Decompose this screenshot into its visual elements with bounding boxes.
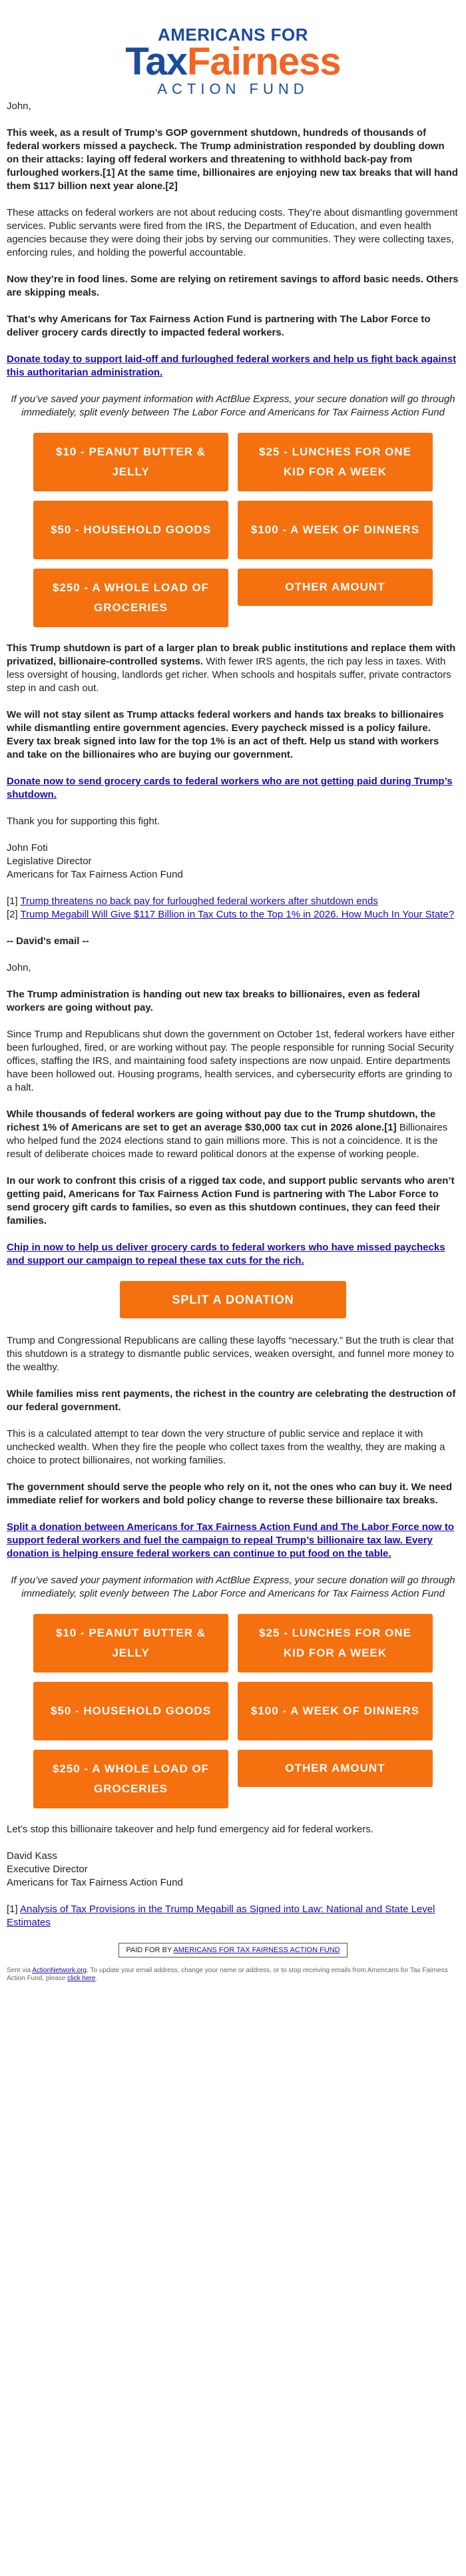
donate-10-button[interactable]: $10 - PEANUT BUTTER & JELLY	[33, 1614, 228, 1673]
paragraph: Trump and Congressional Republicans are calling these layoffs “necessary.” But the truth is clear that this shutdown is a strategy to dismantle public services, weaken oversight, and funnel more money to the wealthy.	[7, 1335, 455, 1373]
greeting: John,	[7, 962, 31, 973]
email-body	[0, 100, 466, 1957]
logo-main-text	[120, 40, 346, 83]
donate-other-button[interactable]: OTHER AMOUNT	[238, 569, 433, 606]
signer-org: Americans for Tax Fairness Action Fund	[7, 869, 183, 880]
paragraph-bold: While thousands of federal workers are going without pay due to the Trump shutdown, the richest 1% of Americans are set to get an average $30,000 tax cut in 2026 alone.[1]	[7, 1109, 436, 1133]
paid-for-disclaimer	[118, 1943, 347, 1957]
atf-logo	[120, 27, 346, 97]
paragraph	[7, 1108, 459, 1161]
action-network-link[interactable]: ActionNetwork.org	[32, 1967, 87, 1974]
paragraph: We will not stay silent as Trump attacks federal workers and hands tax breaks to billionaires while dismantling entire government agencies. Every paycheck missed is a policy failure. Every tax break signed into law for the top 1% is an act of theft. Help us stand with workers and take on the billionaires who are buying our government.	[7, 709, 444, 760]
donate-link[interactable]: Chip in now to help us deliver grocery cards to federal workers who have missed paychecks and support our campaign to repeal these tax cuts for the rich.	[7, 1242, 445, 1266]
paid-for-box	[7, 1943, 459, 1957]
donate-link[interactable]: Donate now to send grocery cards to federal workers who are not getting paid during Trump’s shutdown.	[7, 776, 453, 800]
paragraph: Since Trump and Republicans shut down the government on October 1st, federal workers have either been furloughed, fired, or are working without pay. The people responsible for running Social Security offices, staffing the IRS, and maintaining food safety inspections are now unpaid. Entire departments have been hollowed out. Housing programs, health services, and cybersecurity efforts are grinding to a halt.	[7, 1029, 455, 1093]
donate-100-button[interactable]: $100 - A WEEK OF DINNERS	[238, 501, 433, 559]
split-button-wrap	[7, 1281, 459, 1318]
paragraph: Now they’re in food lines. Some are relying on retirement savings to afford basic needs. Others are skipping meals.	[7, 274, 459, 298]
donate-link[interactable]: Split a donation between Americans for Tax Fairness Action Fund and The Labor Force now to support federal workers and fuel the campaign to repeal Trump’s billionaire tax law. Every donation is helping ensure federal workers can continue to put food on the table.	[7, 1521, 455, 1559]
signer-title: Legislative Director	[7, 856, 92, 867]
footnote-link[interactable]: Trump threatens no back pay for furloughed federal workers after shutdown ends	[20, 896, 378, 907]
logo-tax: Tax	[125, 40, 188, 83]
donation-buttons	[33, 1614, 433, 1808]
donate-25-button[interactable]: $25 - LUNCHES FOR ONE KID FOR A WEEK	[238, 1614, 433, 1673]
footnotes	[7, 895, 459, 921]
donate-25-button[interactable]: $25 - LUNCHES FOR ONE KID FOR A WEEK	[238, 433, 433, 491]
paragraph: The government should serve the people who rely on it, not the ones who can buy it. We need immediate relief for workers and bold policy change to reverse these billionaire tax breaks.	[7, 1481, 452, 1506]
logo-top-text: AMERICANS FOR	[157, 25, 309, 45]
signature	[7, 842, 459, 882]
paragraph	[7, 642, 459, 695]
paragraph: While families miss rent payments, the richest in the country are celebrating the destruction of our federal government.	[7, 1388, 456, 1413]
donate-250-button[interactable]: $250 - A WHOLE LOAD OF GROCERIES	[33, 1750, 228, 1808]
donate-10-button[interactable]: $10 - PEANUT BUTTER & JELLY	[33, 433, 228, 491]
signer-title: Executive Director	[7, 1864, 88, 1875]
paragraph: Thank you for supporting this fight.	[7, 816, 160, 827]
paragraph-bold: This Trump shutdown is part of a larger plan to break public institutions and replace them with privatized, billionaire-controlled systems.	[7, 643, 456, 667]
paragraph: This is a calculated attempt to tear down the very structure of public service and replace it with unchecked wealth. When they fire the people who collect taxes from the wealthy, they are making a choice to protect billionaires, not working families.	[7, 1428, 445, 1466]
footer-text: . To update your email address, change your name or address, or to stop receiving emails from Americans for Tax Fairness Action Fund, please	[7, 1967, 448, 1982]
paragraph: Let’s stop this billionaire takeover and help fund emergency aid for federal workers.	[7, 1824, 373, 1835]
donate-250-button[interactable]: $250 - A WHOLE LOAD OF GROCERIES	[33, 569, 228, 627]
unsubscribe-link[interactable]: click here	[67, 1975, 96, 1982]
signer-name: David Kass	[7, 1850, 57, 1862]
greeting: John,	[7, 101, 31, 112]
actblue-note: If you’ve saved your payment information with ActBlue Express, your secure donation will go through immediately, split evenly between The Labor Force and Americans for Tax Fairness Action Fund	[11, 1575, 455, 1599]
donation-buttons	[33, 433, 433, 627]
logo-sub-text: ACTION FUND	[157, 81, 309, 97]
logo-fairness: Fairness	[187, 40, 341, 83]
footer-text: .	[95, 1975, 98, 1982]
footnote-link[interactable]: Trump Megabill Will Give $117 Billion in Tax Cuts to the Top 1% in 2026. How Much In Your State?	[20, 909, 455, 920]
footnote-number: [1]	[7, 896, 21, 907]
paragraph: The Trump administration is handing out new tax breaks to billionaires, even as federal workers are going without pay.	[7, 989, 420, 1013]
paragraph-rest: Billionaires who helped fund the 2024 elections stand to gain millions more. This is not a coincidence. It is the result of deliberate choices made to reward political donors at the expense of working people.	[7, 1122, 448, 1160]
forward-divider: -- David's email --	[7, 935, 89, 947]
split-donation-button[interactable]: SPLIT A DONATION	[120, 1281, 346, 1318]
paid-for-link[interactable]: AMERICANS FOR TAX FAIRNESS ACTION FUND	[173, 1946, 340, 1954]
donate-100-button[interactable]: $100 - A WEEK OF DINNERS	[238, 1682, 433, 1740]
actblue-note: If you’ve saved your payment information with ActBlue Express, your secure donation will go through immediately, split evenly between The Labor Force and Americans for Tax Fairness Action Fund	[11, 393, 455, 418]
header	[0, 0, 466, 100]
footnote-number: [1]	[7, 1904, 21, 1915]
paragraph: That’s why Americans for Tax Fairness Action Fund is partnering with The Labor Force to deliver grocery cards directly to impacted federal workers.	[7, 314, 431, 338]
paragraph-rest: With fewer IRS agents, the rich pay less in taxes. With less oversight of housing, landlords get richer. When schools and hospitals suffer, private contractors step in and cash out.	[7, 656, 451, 694]
donate-link[interactable]: Donate today to support laid-off and furloughed federal workers and help us fight back against this authoritarian administration.	[7, 354, 457, 378]
paid-prefix: PAID FOR BY	[126, 1946, 174, 1954]
footer-text: Sent via	[7, 1967, 33, 1974]
paragraph: This week, as a result of Trump’s GOP government shutdown, hundreds of thousands of federal workers missed a paycheck. The Trump administration responded by doubling down on their attacks: laying off federal workers and threatening to withhold back-pay from furloughed workers.[1] At the same time, billionaires are enjoying new tax breaks that will hand them $117 billion next year alone.[2]	[7, 127, 458, 192]
donate-50-button[interactable]: $50 - HOUSEHOLD GOODS	[33, 1682, 228, 1740]
donate-other-button[interactable]: OTHER AMOUNT	[238, 1750, 433, 1787]
footer	[0, 1967, 466, 1983]
signer-org: Americans for Tax Fairness Action Fund	[7, 1877, 183, 1888]
footnotes	[7, 1903, 459, 1930]
paragraph: These attacks on federal workers are not about reducing costs. They’re about dismantling government services. Public servants were fired from the IRS, the Department of Education, and even health agencies because they were doing their jobs by serving our communities. They were collecting taxes, enforcing rules, and holding the powerful accountable.	[7, 207, 458, 258]
signer-name: John Foti	[7, 842, 48, 854]
footnote-number: [2]	[7, 909, 21, 920]
signature	[7, 1850, 459, 1890]
paragraph: In our work to confront this crisis of a rigged tax code, and support public servants who aren’t getting paid, Americans for Tax Fairness Action Fund is partnering with The Labor Force to send grocery gift cards to families, so even as this shutdown continues, they can feed their families.	[7, 1175, 455, 1226]
footnote-link[interactable]: Analysis of Tax Provisions in the Trump Megabill as Signed into Law: National and State Level Estimates	[7, 1904, 435, 1928]
donate-50-button[interactable]: $50 - HOUSEHOLD GOODS	[33, 501, 228, 559]
